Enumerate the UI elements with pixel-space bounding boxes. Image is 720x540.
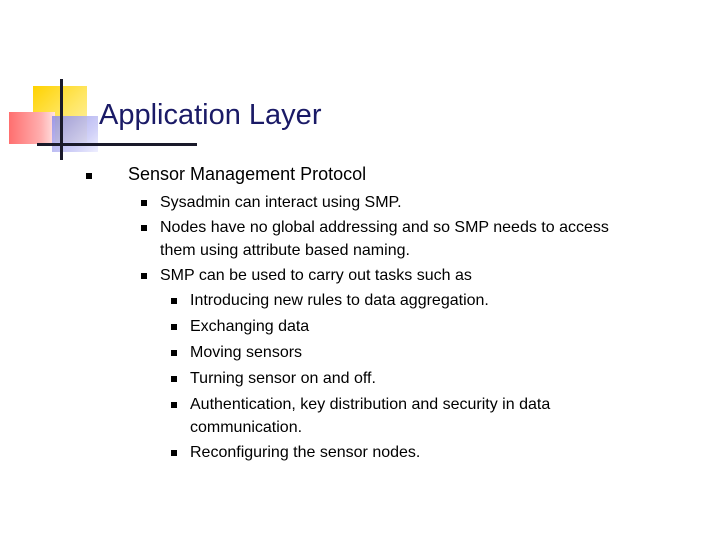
bullet-icon (141, 273, 147, 279)
decorative-red-square (9, 112, 55, 144)
task-item: Exchanging data (190, 318, 310, 335)
bullet-icon (171, 402, 177, 408)
bullet-icon (86, 173, 92, 179)
task-item-line2: communication. (190, 419, 303, 436)
bullet-icon (141, 225, 147, 231)
bullet-smp-tasks: SMP can be used to carry out tasks such as (160, 267, 472, 284)
bullet-icon (141, 200, 147, 206)
bullet-icon (171, 350, 177, 356)
task-item-line1: Authentication, key distribution and security in data (190, 396, 551, 413)
bullet-icon (171, 298, 177, 304)
decorative-blue-square (52, 116, 98, 152)
decorative-vertical-line (60, 79, 63, 160)
decorative-horizontal-line (37, 143, 197, 146)
bullet-nodes-addressing-line1: Nodes have no global addressing and so SMP needs to access (160, 219, 609, 236)
bullet-sensor-management-protocol: Sensor Management Protocol (128, 164, 367, 184)
bullet-icon (171, 450, 177, 456)
task-item: Turning sensor on and off. (190, 370, 376, 387)
bullet-icon (171, 324, 177, 330)
bullet-nodes-addressing-line2: them using attribute based naming. (160, 242, 410, 259)
task-item: Reconfiguring the sensor nodes. (190, 444, 421, 461)
task-item: Moving sensors (190, 344, 303, 361)
task-item: Introducing new rules to data aggregation. (190, 292, 489, 309)
bullet-icon (171, 376, 177, 382)
slide-title: Application Layer (99, 99, 322, 131)
bullet-sysadmin: Sysadmin can interact using SMP. (160, 194, 402, 211)
